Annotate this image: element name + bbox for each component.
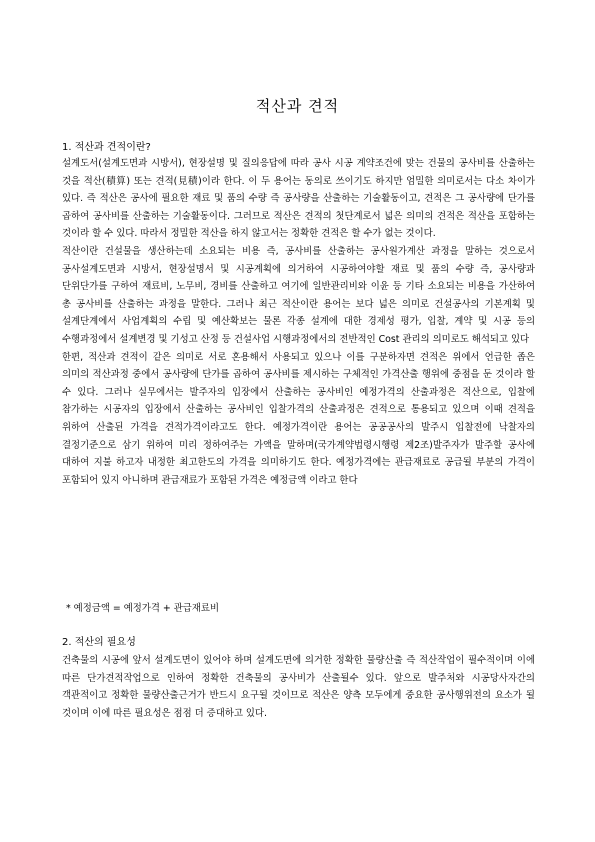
section-2-paragraph-1: 건축물의 시공에 앞서 설계도면이 있어야 하며 설계도면에 의거한 정확한 물량산출 즉 적산작업이 필수적이며 이에 따른 단가견적작업으로 인하여 정확한 건축물의 공사비가 산출될수 있다. 앞으로 발주처와 시공당사자간의 객관적이고 정확한 물량산출근거가 반드시 요구될 것이므로 적산은 양측 모두에게 중요한 공사행위전의 요소가 될 것이며 이에 따른 필요성은 점점 더 증대하고 있다. [62,655,535,719]
section-2-body [62,652,535,722]
page-title: 적산과 견적 [255,97,340,115]
section-1-paragraph-3: 한편, 적산과 견적이 같은 의미로 서로 혼용해서 사용되고 있으나 이를 구분하자면 견적은 위에서 언급한 좁은 의미의 적산과정 중에서 공사량에 단가를 곱하여 공사비를 제시하는 구체적인 가격산출 행위에 중점을 둔 것이라 할 수 있다. 그러나 실무에서는 발주자의 입장에서 산출하는 공사비인 예정가격의 산출과정은 적산으로, 입찰에 참가하는 시공자의 입장에서 산출하는 공사비인 입찰가격의 산출과정은 견적으로 통용되고 있으며 이때 견적을 위하여 산출된 가격을 견적가격이라고도 한다. 예정가격이란 용어는 공공공사의 발주시 입찰전에 낙찰자의 결정기준으로 삼기 위하여 미리 정하여주는 가액을 말하며(국가계약법령시행령 제2조)발주자가 발주할 공사에 대하여 지불 하고자 내정한 최고한도의 가격을 의미하기도 한다. 예정가격에는 관급재료로 공급될 부분의 가격이 포함되어 있지 아니하며 관급재료가 포함된 가격은 예정금액 이라고 한다 [62,351,535,486]
formula-line: * 예정금액 = 예정가격 + 관급재료비 [66,603,220,614]
section-1-paragraph-1: 설계도서(설계도면과 시방서), 현장설명 및 질의응답에 따라 공사 시공 계약조건에 맞는 건물의 공사비를 산출하는 것을 적산(積算) 또는 견적(見積)이라 한다. 이 두 용어는 동의로 쓰이기도 하지만 엄밀한 의미로서는 다소 차이가 있다. 즉 적산은 공사에 필요한 재료 및 품의 수량 즉 공사량을 산출하는 기술활동이고, 견적은 그 공사량에 단가를 곱하여 공사비를 산출하는 기술활동이다. 그러므로 적산은 견적의 첫단계로서 넓은 의미의 견적은 적산을 포함하는 것이라 할 수 있다. 따라서 정밀한 적산을 하지 않고서는 정확한 견적은 할 수가 없는 것이다. [62,158,535,240]
section-1-paragraph-2: 적산이란 건설물을 생산하는데 소요되는 비용 즉, 공사비를 산출하는 공사원가계산 과정을 말하는 것으로서 공사설계도면과 시방서, 현장설명서 및 시공계획에 의거하여 시공하여야할 재료 및 품의 수량 즉, 공사량과 단위단가를 구하여 재료비, 노무비, 경비를 산출하고 여기에 일반관리비와 이윤 등 기타 소요되는 비용을 가산하여 총 공사비를 산출하는 과정을 말한다. 그러나 최근 적산이란 용어는 보다 넓은 의미로 건설공사의 기본계획 및 설계단계에서 사업계획의 수립 및 예산확보는 물론 각종 설계에 대한 경제성 평가, 입찰, 계약 및 시공 등의 수행과정에서 설계변경 및 기성고 산정 등 건설사업 시행과정에서의 전반적인 Cost 관리의 의미로도 해석되고 있다 [62,245,535,345]
section-1-heading: 1. 적산과 견적이란? [62,142,151,153]
section-2-heading: 2. 적산의 필요성 [62,637,136,648]
section-1-body [62,155,535,489]
